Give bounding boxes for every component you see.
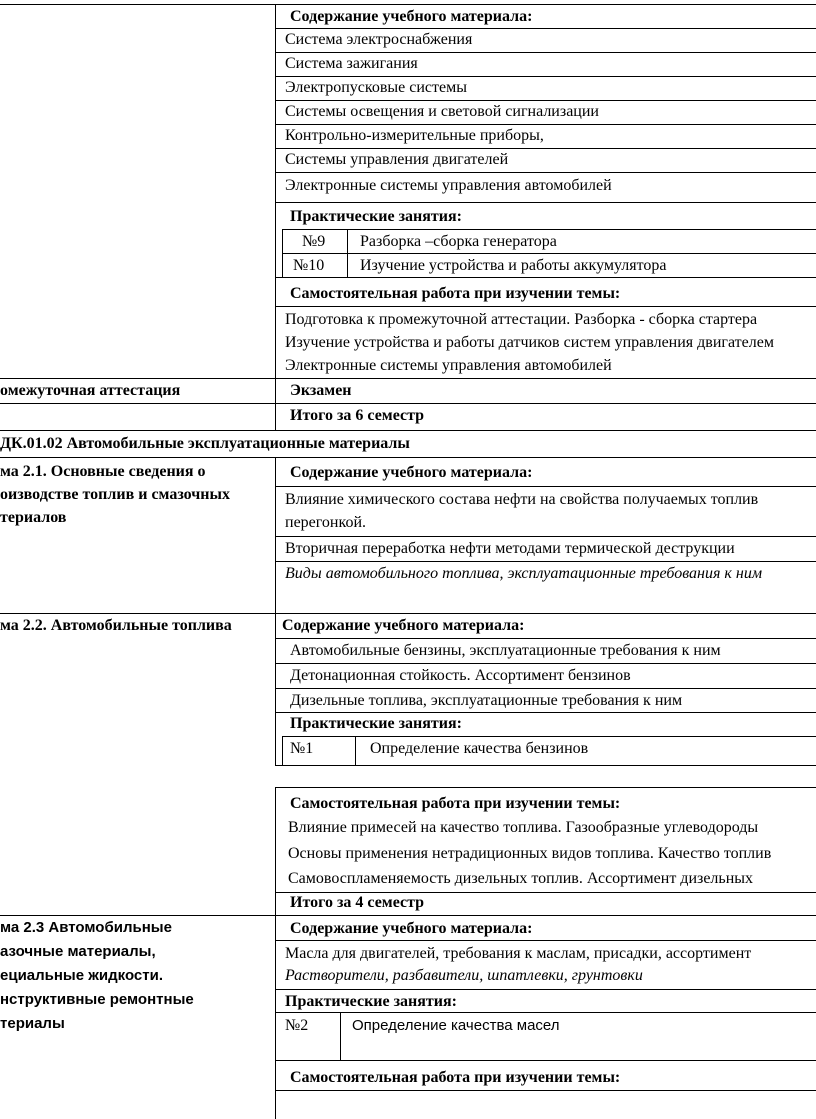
practice-text: Определение качества бензинов	[370, 740, 589, 757]
self-study-line: Влияние примесей на качество топлива. Газообразные углеводороды	[288, 819, 759, 836]
topic-row: Детонационная стойкость. Ассортимент бензинов	[290, 667, 631, 684]
total-row: Итого за 6 семестр	[290, 407, 425, 424]
content-line: перегонкой.	[285, 514, 367, 531]
self-study-line: Электронные системы управления автомобилей	[285, 357, 612, 374]
self-study-line: Подготовка к промежуточной аттестации. Разборка - сборка стартера	[285, 311, 758, 328]
topic-row: Система зажигания	[285, 55, 418, 72]
content-line: Влияние химического состава нефти на свойства получаемых топлив	[285, 491, 759, 508]
practice-text: Изучение устройства и работы аккумулятора	[360, 257, 667, 274]
practice-text: Разборка –сборка генератора	[360, 233, 557, 250]
topic-row: Электропусковые системы	[285, 79, 467, 96]
practice-header: Практические занятия:	[290, 208, 462, 225]
content-line: Растворители, разбавители, шпатлевки, грунтовки	[285, 967, 643, 984]
practice-num: №9	[302, 233, 326, 250]
module-title: ДК.01.02 Автомобильные эксплуатационные материалы	[0, 435, 410, 452]
content-line: Виды автомобильного топлива, эксплуатационные требования к ним	[285, 565, 763, 582]
topic-row: Электронные системы управления автомобилей	[285, 177, 612, 194]
theme-title: териалов	[0, 509, 67, 526]
topic-row: Система электроснабжения	[285, 31, 473, 48]
column-divider	[275, 4, 276, 430]
content-header: Содержание учебного материала:	[290, 8, 533, 25]
theme-title: оизводстве топлив и смазочных	[0, 486, 230, 503]
content-header: Содержание учебного материала:	[290, 464, 533, 481]
self-study-header: Самостоятельная работа при изучении темы:	[290, 1069, 621, 1086]
theme-title: ециальные жидкости.	[0, 967, 163, 984]
practice-text: Определение качества масел	[352, 1017, 560, 1034]
theme-title: нструктивные ремонтные	[0, 991, 194, 1008]
theme-title: териалы	[0, 1015, 65, 1032]
attestation-value: Экзамен	[290, 382, 352, 399]
theme-title: ма 2.2. Автомобильные топлива	[0, 617, 232, 634]
theme-title: ма 2.3 Автомобильные	[0, 919, 172, 936]
topic-row: Контрольно-измерительные приборы,	[285, 127, 544, 144]
self-study-line: Основы применения нетрадиционных видов топлива. Качество топлив	[288, 845, 772, 862]
table-border	[0, 4, 816, 5]
attestation-label: омежуточная аттестация	[0, 382, 181, 399]
self-study-line: Самовоспламеняемость дизельных топлив. Ассортимент дизельных	[288, 870, 754, 887]
content-header: Содержание учебного материала:	[282, 617, 525, 634]
topic-row: Дизельные топлива, эксплуатационные требования к ним	[290, 692, 683, 709]
practice-num: №10	[293, 257, 325, 274]
self-study-header: Самостоятельная работа при изучении темы:	[290, 795, 621, 812]
topic-row: Системы освещения и световой сигнализации	[285, 103, 599, 120]
practice-num: №2	[285, 1017, 309, 1034]
practice-header: Практические занятия:	[290, 715, 462, 732]
content-line: Вторичная переработка нефти методами термической деструкции	[285, 540, 735, 557]
topic-row: Автомобильные бензины, эксплуатационные требования к ним	[290, 642, 721, 659]
practice-header: Практические занятия:	[285, 993, 457, 1010]
self-study-line: Изучение устройства и работы датчиков систем управления двигателем	[285, 334, 774, 351]
theme-title: азочные материалы,	[0, 943, 156, 960]
theme-title: ма 2.1. Основные сведения о	[0, 463, 206, 480]
content-header: Содержание учебного материала:	[290, 920, 533, 937]
content-line: Масла для двигателей, требования к маслам, присадки, ассортимент	[285, 945, 752, 962]
total-row: Итого за 4 семестр	[290, 894, 425, 911]
self-study-header: Самостоятельная работа при изучении темы:	[290, 285, 621, 302]
practice-num: №1	[290, 740, 314, 757]
topic-row: Системы управления двигателей	[285, 151, 509, 168]
